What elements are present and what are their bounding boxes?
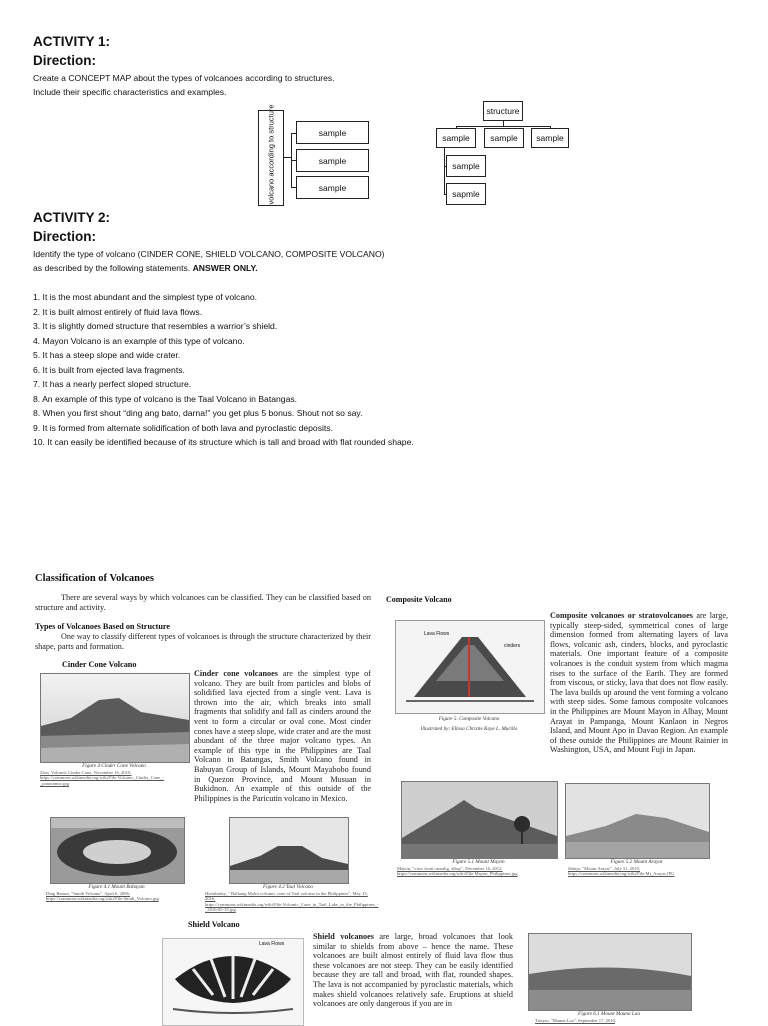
activity1-instruction-2: Include their specific characteristics and examples. xyxy=(33,87,227,97)
composite-body: are large, typically steep-sided, symmetrical cones of large dimension formed from alternating layers of lava flows, volcanic ash, cinders, blocks, and pyroclastic materials. One important feature of a composite volcanoes is the conduit system from which magma rises to the surface of the Earth. They are formed from viscous, or sticky, lava that does not flow easily. The lava builds up around the vent forming a volcano with steep sides. Some famous composite volcanoes in the Philippines are Mount Mayon in Albay, Mount Arayat in Pampanga, Mount Kanlaon in Negros Island, and Mount Apo in Davao Region. An example of these outside the Philippines are Mount Rainier in Washington, USA, and Mount Fuji in Japan. xyxy=(550,611,728,755)
fig5-credit: Illustrated by: Ellosa Christie Kaye L. Murillo xyxy=(420,726,518,732)
statement-item: 7. It has a nearly perfect sloped structure. xyxy=(33,379,192,389)
fig41-caption: Figure 4.1 Mount Babuyan xyxy=(88,884,145,890)
activity1-title: ACTIVITY 1: xyxy=(33,34,111,49)
scan-title: Classification of Volcanoes xyxy=(35,573,155,584)
statement-item: 8. When you first shout “ding ang bato, darna!” you get plus 5 bonus. Shout not so say. xyxy=(33,408,363,418)
cinder-paragraph xyxy=(194,669,371,803)
taal-volcano-photo xyxy=(229,817,349,884)
fig41-citation: Ding Ramos, "Smith Volcano", April 6, 2006, https://commons.wikimedia.org/wiki/File:Smith_Volcano.jpg xyxy=(46,891,159,902)
fig5-label-cinders: cinders xyxy=(504,643,521,649)
map1-root-label: volcano according to structure xyxy=(266,103,276,204)
scan-intro: There are several ways by which volcanoes can be classified. They can be classified based on structure and activity. xyxy=(35,593,371,612)
statement-item: 5. It has a steep slope and wide crater. xyxy=(33,350,181,360)
composite-heading: Composite Volcano xyxy=(386,595,452,604)
shield-paragraph xyxy=(313,932,513,1009)
shield-term: Shield volcanoes xyxy=(313,932,374,941)
activity1-instruction-1: Create a CONCEPT MAP about the types of volcanoes according to structures. xyxy=(33,73,335,83)
activity2-title: ACTIVITY 2: xyxy=(33,210,111,225)
fig51-citation: Mayon, "view from camalig, albay", December 16, 2012, https://commons.wikimedia.org/wiki/File:Mayon_Philippines.jpg xyxy=(397,866,518,877)
composite-paragraph xyxy=(550,611,728,755)
fig4-citation: Zion, Volcanic Cinder Cone, November 16, 2010, https://commons.wikimedia.org/wiki/File:Volcanic_Cinder_Cone_-_panoramio.jpg xyxy=(40,770,165,786)
statement-item: 3. It is slightly domed structure that resembles a warrior’s shield. xyxy=(33,321,278,331)
statement-item: 8. An example of this type of volcano is the Taal Volcano in Batangas. xyxy=(33,393,298,404)
activity2-instruction-2 xyxy=(33,261,258,276)
fig61-caption: Figure 6.1 Mount Mauna Loa xyxy=(578,1011,640,1017)
composite-diagram xyxy=(395,620,545,714)
fig52-citation: Shinjo, "Mount Arayat", July 31, 2010, https://commons.wikimedia.org/wiki/File:Mt_Arayat.JPG xyxy=(568,866,675,877)
map1-child-1: sample xyxy=(296,121,369,144)
fig52-caption: Figure 5.2 Mount Arayat xyxy=(610,859,663,865)
mount-babuyan-photo xyxy=(50,817,185,884)
cinder-cone-photo xyxy=(40,673,190,763)
fig42-citation: Hierabnitty, " Bulkang Maliit volcanic cone of Taal volcano in the Philippines", May 15, 2016, https://commons.wikimedia.org/wiki/File:Volcanic_Cone_in_Taal_Lake_in_the_Philippines_-_2016-05-15.jpg xyxy=(205,891,379,913)
map2-sub-1: sample xyxy=(446,155,486,177)
map2-row-1: sample xyxy=(436,128,476,148)
map2-row-3: sample xyxy=(531,128,569,148)
fig4-caption: Figure 4 Cinder Cone Volcano xyxy=(82,763,146,769)
statement-item: 10. It can easily be identified because of its structure which is tall and broad with flat rounded shape. xyxy=(33,437,414,447)
activity2-answer-only: ANSWER ONLY. xyxy=(192,263,258,273)
map2-sub-2: sapmle xyxy=(446,183,486,205)
mount-arayat-photo xyxy=(565,783,710,859)
statement-item: 1. It is the most abundant and the simplest type of volcano. xyxy=(33,292,258,302)
statement-item: 2. It is built almost entirely of fluid lava flows. xyxy=(33,306,203,317)
map2-root: structure xyxy=(483,101,523,121)
activity2-instruction-1: Identify the type of volcano (CINDER CONE, SHIELD VOLCANO, COMPOSITE VOLCANO) xyxy=(33,249,385,259)
fig42-caption: Figure 4.2 Taal Volcano xyxy=(262,884,314,890)
fig5-caption: Figure 5. Composite Volcano xyxy=(438,716,500,722)
map1-root-box xyxy=(258,103,284,206)
statement-item: 9. It is formed from alternate solidification of both lava and pyroclastic deposits. xyxy=(33,422,333,433)
activity2-direction: Direction: xyxy=(33,229,97,244)
map1-child-2: sample xyxy=(296,149,369,172)
cinder-body: are the simplest type of volcano. They are built from particles and blobs of solidified lava ejected from a single vent. Lava is thrown into the air, which breaks into small fragments that solidify and fall as cinders around the vent to form a circular or oval cone. Most cinder cones have a steep slope, wide crater and are the most abundant of the three major volcano types. An example of this type in the Philippines are Taal Volcano in Batangas, Smith Volcano found in Babuyan Group of Islands, Mount Mayabobo found in Quezon Province, and Mount Musuan in Bukidnon. An example of this outside of the Philippines is the Paricutin volcano in Mexico. xyxy=(194,669,371,803)
fig61-citation: Tuxyso, "Mauna Loa", September 17, 2010 xyxy=(535,1018,615,1023)
map1-child-3: sample xyxy=(296,176,369,199)
statement-list xyxy=(33,290,414,450)
shield-diagram xyxy=(162,938,304,1026)
composite-term: Composite volcanoes or stratovolcanoes xyxy=(550,611,693,620)
shield-body: are large, broad volcanoes that look similar to shields from above – hence the name. These volcanoes are built almost entirely of fluid lava flow thus these volcanoes are not steep. They can be easily identified because they are tall and broad, with flat, rounded shapes. The lava is not accompanied by pyroclastic materials, which makes shield volcanoes relatively safe. Eruptions at shield volcanoes are only dangerous if you are in xyxy=(313,932,513,1009)
mauna-loa-photo xyxy=(528,933,692,1011)
shield-heading: Shield Volcano xyxy=(188,920,240,929)
statement-item: 4. Mayon Volcano is an example of this type of volcano. xyxy=(33,335,245,346)
fig51-caption: Figure 5.1 Mount Mayon xyxy=(452,859,505,865)
activity2-instruction-text: as described by the following statements. xyxy=(33,263,191,273)
cinder-term: Cinder cone volcanoes xyxy=(194,669,278,678)
types-heading: Types of Volcanoes Based on Structure xyxy=(35,622,171,631)
types-text: One way to classify different types of volcanoes is through the structure characterized by their shape, parts and formation. xyxy=(35,632,371,651)
map2-row-2: sample xyxy=(484,128,524,148)
fig5-label-lava: Lava Flows xyxy=(424,631,450,637)
fig6-label-lava: Lava Flows xyxy=(259,941,285,947)
statement-item: 6. It is built from ejected lava fragments. xyxy=(33,364,185,375)
cinder-heading: Cinder Cone Volcano xyxy=(62,660,137,669)
activity1-direction: Direction: xyxy=(33,53,97,68)
mount-mayon-photo xyxy=(401,781,558,859)
